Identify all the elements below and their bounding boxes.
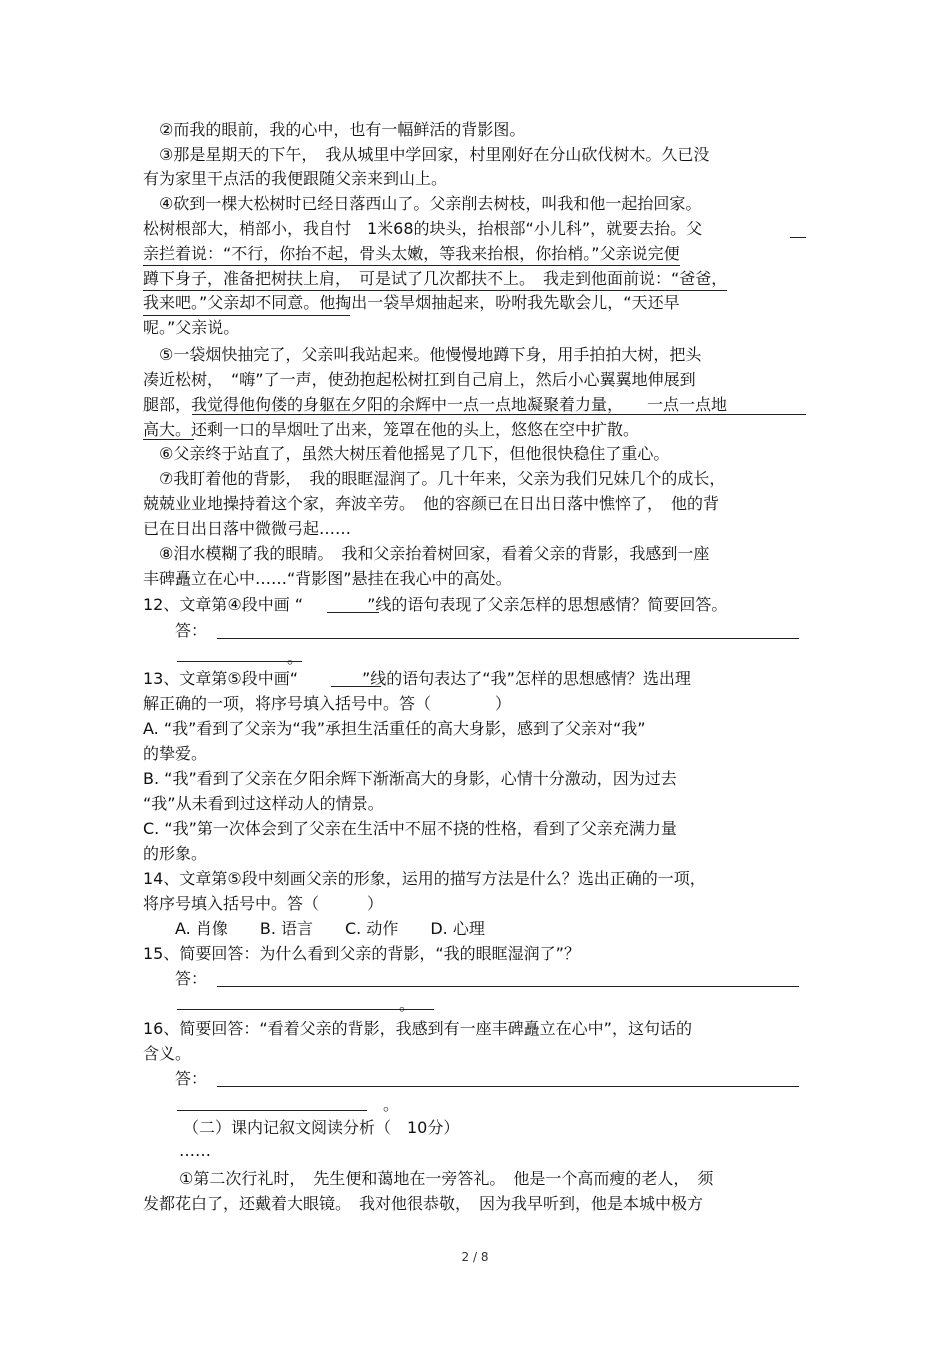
passage-line: 我来吧。”父亲却不同意。他掏出一袋旱烟抽起来，吩咐我先歇会儿，“天还早 xyxy=(143,293,680,312)
answer-blank[interactable] xyxy=(177,661,302,662)
option-a: A. “我”看到了父亲为“我”承担生活重任的高大身影，感到了父亲对“我” xyxy=(143,719,646,738)
passage-line: 丰碑矗立在心中……“背影图”悬挂在我心中的高处。 xyxy=(143,569,512,588)
answer-blank[interactable] xyxy=(217,638,799,639)
underline-mark xyxy=(143,439,194,440)
answer-end: 。 xyxy=(143,1095,400,1114)
question-16: 16、简要回答：“看着父亲的背影，我感到有一座丰碑矗立在心中”，这句话的 xyxy=(143,1019,692,1038)
question-14: 14、文章第⑤段中刻画父亲的形象，运用的描写方法是什么？选出正确的一项， xyxy=(143,869,706,888)
answer-blank[interactable] xyxy=(177,1009,434,1010)
passage-line: ③那是星期天的下午， 我从城里中学回家，村里刚好在分山砍伐树木。久已没 xyxy=(143,145,710,164)
ellipsis-line: …… xyxy=(163,1141,212,1160)
passage-line: 腿部，我觉得他佝偻的身躯在夕阳的余辉中一点一点地凝聚着力量， 一点一点地 xyxy=(143,395,728,414)
passage-line: 凑近松树， “嗨”了一声，使劲抱起松树扛到自己肩上，然后小心翼翼地伸展到 xyxy=(143,370,696,389)
option-b: B. “我”看到了父亲在夕阳余辉下渐渐高大的身影，心情十分激动，因为过去 xyxy=(143,769,677,788)
answer-label: 答： xyxy=(143,621,208,640)
page-number: 2 / 8 xyxy=(461,1250,489,1264)
option-c: C. “我”第一次体会到了父亲在生活中不屈不挠的性格，看到了父亲充满力量 xyxy=(143,819,677,838)
passage-line: 高大。还剩一口的旱烟吐了出来，笼罩在他的头上，悠悠在空中扩散。 xyxy=(143,420,640,439)
question-13: 13、文章第⑤段中画“ ”线的语句表达了“我”怎样的思想感情？选出理 xyxy=(143,669,691,688)
passage-line: ⑤一袋烟快抽完了，父亲叫我站起来。他慢慢地蹲下身，用手拍拍大树，把头 xyxy=(143,345,702,364)
underline-mark xyxy=(192,414,806,415)
option-a-cont: 的挚爱。 xyxy=(143,744,208,763)
passage-line: ⑦我盯着他的背影， 我的眼眶湿润了。几十年来，父亲为我们兄妹几个的成长， xyxy=(143,469,726,488)
option-b-cont: “我”从未看到过这样动人的情景。 xyxy=(143,794,384,813)
passage-line-underlined: 蹲下身子，准备把树扶上肩， 可是试了几次都扶不上。 我走到他面前说：“爸爸， xyxy=(143,268,727,291)
section-heading: （二）课内记叙文阅读分析（ 10分） xyxy=(143,1118,460,1137)
question-13-marker xyxy=(331,686,381,687)
underline-mark xyxy=(143,315,350,316)
passage-line-underlined: 亲拦着说：“不行，你抬不起，骨头太嫩，等我来抬根，你抬梢。”父亲说完便 xyxy=(143,243,680,266)
question-15: 15、简要回答：为什么看到父亲的背影，“我的眼眶湿润了”？ xyxy=(143,944,580,963)
passage-line: ⑧泪水模糊了我的眼睛。 我和父亲抬着树回家，看着父亲的背影，我感到一座 xyxy=(143,544,710,563)
question-16-line2: 含义。 xyxy=(143,1044,192,1063)
option-c-cont: 的形象。 xyxy=(143,844,208,863)
passage-line: 松树根部大，梢部小，我自忖 1米68的块头，抬根部“小儿科”，就要去抬。父 xyxy=(143,219,703,238)
answer-label: 答： xyxy=(143,1069,208,1088)
passage-line: ④砍到一棵大松树时已经日落西山了。父亲削去树枝，叫我和他一起抬回家。 xyxy=(143,194,702,213)
answer-end: 。 xyxy=(143,648,304,667)
passage-line: 已在日出日落中微微弓起…… xyxy=(143,519,352,538)
answer-end: 。 xyxy=(143,995,416,1014)
passage2-line: ①第二次行礼时， 先生便和蔼地在一旁答礼。 他是一个高而瘦的老人， 须 xyxy=(163,1169,714,1188)
passage-line: ②而我的眼前，我的心中，也有一幅鲜活的背影图。 xyxy=(143,120,526,139)
question-13-line2: 解正确的一项，将序号填入括号中。答（ ） xyxy=(143,694,512,713)
passage-line: 有为家里干点活的我便跟随父亲来到山上。 xyxy=(143,169,448,188)
question-12: 12、文章第④段中画 “ ”线的语句表现了父亲怎样的思想感情？简要回答。 xyxy=(143,595,728,614)
underline-mark xyxy=(790,237,806,238)
question-12-marker xyxy=(327,612,379,613)
answer-blank[interactable] xyxy=(177,1110,367,1111)
passage-line: 呢。”父亲说。 xyxy=(143,318,240,337)
passage2-line: 发都花白了，还戴着大眼镜。 我对他很恭敬， 因为我早听到，他是本城中极方 xyxy=(143,1194,704,1213)
answer-blank[interactable] xyxy=(217,1086,799,1087)
answer-blank[interactable] xyxy=(217,986,799,987)
answer-label: 答： xyxy=(143,969,208,988)
passage-line: 兢兢业业地操持着这个家，奔波辛劳。 他的容颜已在日出日落中憔悴了， 他的背 xyxy=(143,494,720,513)
question-14-line2: 将序号填入括号中。答（ ） xyxy=(143,894,384,913)
question-14-options: A. 肖像 B. 语言 C. 动作 D. 心理 xyxy=(159,919,485,938)
passage-line: ⑥父亲终于站直了，虽然大树压着他摇晃了几下，但他很快稳住了重心。 xyxy=(143,444,670,463)
